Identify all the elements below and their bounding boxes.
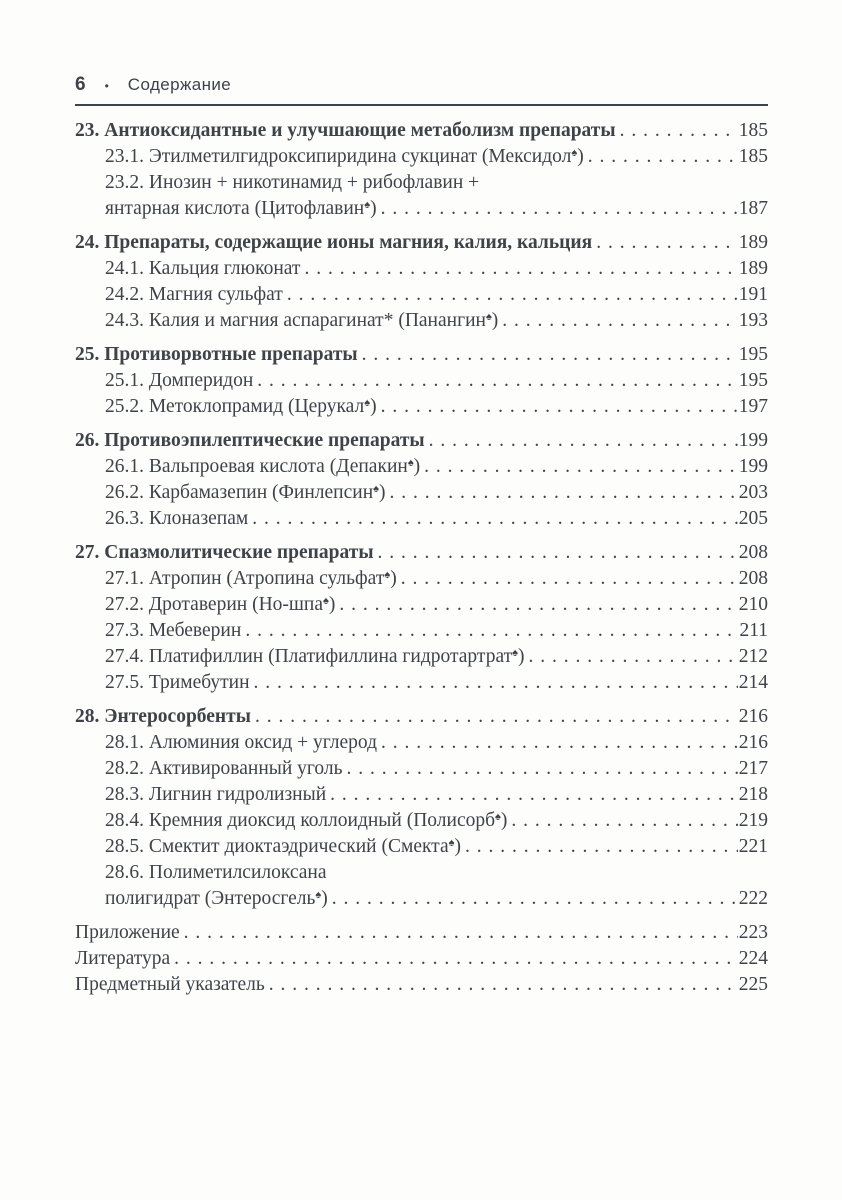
toc-entry-label: полигидрат (Энтеросгель: [105, 888, 316, 909]
toc-entry-label-close: ): [500, 810, 508, 831]
toc-entry-label: 23.1. Этилметилгидроксипиридина сукцинат (Мексидол: [105, 146, 572, 167]
dot-leader: [389, 480, 737, 506]
toc-entry-label-close: ): [321, 888, 328, 909]
toc-entry-label: янтарная кислота (Цитофлавин: [105, 198, 365, 219]
dot-leader: [528, 644, 737, 670]
dot-leader: [254, 670, 738, 696]
toc-entry: 26.2. Карбамазепин (Финлепсин ♠ ) . . . 203: [75, 480, 768, 506]
toc-page-number: 223: [738, 922, 768, 943]
toc-entry-label-close: ): [370, 198, 377, 219]
dot-leader: [184, 920, 738, 946]
toc-entry: 28.4. Кремния диоксид коллоидный (Полисорб ♠ ) . . . 219: [75, 808, 768, 834]
toc-page-number: 208: [738, 568, 768, 589]
toc-page-number: 212: [738, 646, 768, 667]
dot-leader: [401, 566, 738, 592]
toc-entry: [75, 506, 768, 532]
toc-page-number: 224: [738, 948, 768, 969]
toc-entry-label: 23.2. Инозин + никотинамид + рибофлавин +: [105, 172, 480, 193]
toc-entry-label: Приложение: [75, 922, 180, 943]
toc-page-number: 193: [738, 310, 768, 331]
toc-entry: [75, 946, 768, 972]
toc-page-number: 195: [738, 344, 768, 365]
dot-leader: [424, 454, 738, 480]
toc-page-number: 216: [738, 706, 768, 727]
toc-page-number: 203: [738, 482, 768, 503]
dot-leader: [620, 118, 738, 144]
toc-entry-label: 28.4. Кремния диоксид коллоидный (Полисорб: [105, 810, 496, 831]
toc-entry: 27.1. Атропин (Атропина сульфат ♠ ) . . . 208: [75, 566, 768, 592]
toc-entry: [75, 670, 768, 696]
toc-entry-label: 26.2. Карбамазепин (Финлепсин: [105, 482, 374, 503]
dot-leader: [381, 730, 738, 756]
toc-entry: 27.4. Платифиллин (Платифиллина гидротартрат ♠ ) . . . 212: [75, 644, 768, 670]
dot-leader: [381, 196, 738, 222]
toc-entry-label: 28.2. Активированный уголь: [105, 758, 343, 779]
toc-entry-label-close: ): [390, 568, 397, 589]
bullet-separator: •: [104, 79, 109, 93]
toc-entry-label: 27.5. Тримебутин: [105, 672, 250, 693]
toc-entry-label: Предметный указатель: [75, 974, 265, 995]
toc-chapter-entry: [75, 118, 768, 144]
toc-entry-label-close: ): [378, 482, 386, 503]
toc-entry-label-close: ): [517, 646, 525, 667]
dot-leader: [362, 342, 738, 368]
toc-entry-label-close: ): [577, 146, 584, 167]
toc-chapter-entry: [75, 230, 768, 256]
toc-entry: янтарная кислота (Цитофлавин ♠ ) . . . 187: [75, 196, 768, 222]
toc-page-number: 205: [738, 508, 768, 529]
toc-page-number: 208: [738, 542, 768, 563]
toc-page-number: 185: [738, 146, 768, 167]
toc-entry-label: 26.3. Клоназепам: [105, 508, 249, 529]
dot-leader: [588, 144, 738, 170]
dot-leader: [378, 540, 738, 566]
dot-leader: [465, 834, 738, 860]
dot-leader: [596, 230, 738, 256]
toc-entry-label: 25.2. Метоклопрамид (Церукал: [105, 396, 365, 417]
toc-page-number: 191: [738, 284, 768, 305]
toc-entry: 24.3. Калия и магния аспарагинат* (Панангин ♠ ) . . . 193: [75, 308, 768, 334]
toc-page-number: 199: [738, 456, 768, 477]
toc-page-number: 197: [738, 396, 768, 417]
toc-page-number: 216: [738, 732, 768, 753]
toc-page-number: 210: [738, 594, 768, 615]
dot-leader: [330, 782, 738, 808]
toc-page-number: 211: [739, 620, 768, 641]
toc-entry-label: 28.5. Смектит диоктаэдрический (Смекта: [105, 836, 449, 857]
toc-entry: [75, 730, 768, 756]
toc-page-number: 218: [738, 784, 768, 805]
toc-entry: [75, 282, 768, 308]
dot-leader: [257, 368, 737, 394]
toc-page-number: 222: [738, 888, 768, 909]
toc-page-number: 217: [738, 758, 768, 779]
running-title: Содержание: [127, 75, 232, 94]
dot-leader: [174, 946, 738, 972]
toc-entry-label: 28.1. Алюминия оксид + углерод: [105, 732, 377, 753]
toc-chapter-entry: [75, 428, 768, 454]
toc-page-number: 187: [738, 198, 768, 219]
toc-entry: полигидрат (Энтеросгель ♠ ) . . . 222: [75, 886, 768, 912]
toc-entry: [75, 368, 768, 394]
table-of-contents: [75, 118, 768, 998]
toc-entry-label: Литература: [75, 948, 171, 969]
dot-leader: [332, 886, 738, 912]
dot-leader: [304, 256, 737, 282]
toc-entry-label: 26.1. Вальпроевая кислота (Депакин: [105, 456, 408, 477]
toc-page-number: 195: [738, 370, 768, 391]
dot-leader: [347, 756, 738, 782]
toc-chapter-entry: [75, 704, 768, 730]
dot-leader: [429, 428, 738, 454]
toc-entry-label-close: ): [454, 836, 461, 857]
dot-leader: [252, 506, 738, 532]
toc-entry-label-close: ): [491, 310, 499, 331]
toc-entry: [75, 782, 768, 808]
toc-page-number: 199: [738, 430, 768, 451]
toc-entry-label: 26. Противоэпилептические препараты: [75, 430, 425, 451]
dot-leader: [287, 282, 738, 308]
toc-entry: [75, 860, 768, 886]
toc-page-number: 214: [738, 672, 768, 693]
toc-entry-label: 27.1. Атропин (Атропина сульфат: [105, 568, 385, 589]
toc-entry: [75, 972, 768, 998]
toc-entry: [75, 256, 768, 282]
toc-entry-label: 24.2. Магния сульфат: [105, 284, 283, 305]
toc-entry-label: 27.3. Мебеверин: [105, 620, 242, 641]
page-header: [75, 74, 768, 106]
toc-entry-label: 28.3. Лигнин гидролизный: [105, 784, 327, 805]
toc-page-number: 189: [738, 232, 768, 253]
toc-entry-label: 23. Антиоксидантные и улучшающие метаболизм препараты: [75, 120, 616, 141]
toc-entry-label: 27.4. Платифиллин (Платифиллина гидротартрат: [105, 646, 513, 667]
toc-entry: [75, 618, 768, 644]
toc-entry-label-close: ): [370, 396, 377, 417]
dot-leader: [255, 704, 738, 730]
toc-entry: 23.1. Этилметилгидроксипиридина сукцинат (Мексидол ♠ ) . . . 185: [75, 144, 768, 170]
dot-leader: [245, 618, 738, 644]
toc-entry-label-close: ): [413, 456, 421, 477]
dot-leader: [502, 308, 737, 334]
toc-entry-label: 25.1. Домперидон: [105, 370, 254, 391]
toc-entry-label: 27. Спазмолитические препараты: [75, 542, 374, 563]
toc-entry: 25.2. Метоклопрамид (Церукал ♠ ) . . . 197: [75, 394, 768, 420]
toc-entry-label: 24. Препараты, содержащие ионы магния, калия, кальция: [75, 232, 593, 253]
toc-entry-label: 24.3. Калия и магния аспарагинат* (Панангин: [105, 310, 486, 331]
dot-leader: [339, 592, 737, 618]
toc-entry-label: 25. Противорвотные препараты: [75, 344, 358, 365]
toc-entry: [75, 756, 768, 782]
toc-page-number: 185: [738, 120, 768, 141]
dot-leader: [511, 808, 737, 834]
toc-entry: [75, 920, 768, 946]
toc-page-number: 189: [738, 258, 768, 279]
toc-entry: 26.1. Вальпроевая кислота (Депакин ♠ ) . . . 199: [75, 454, 768, 480]
dot-leader: [381, 394, 738, 420]
toc-entry: 28.5. Смектит диоктаэдрический (Смекта ♠ ) . . . 221: [75, 834, 768, 860]
toc-entry-label: 28. Энтеросорбенты: [75, 706, 251, 727]
toc-entry-label-close: ): [328, 594, 336, 615]
toc-entry-label: 28.6. Полиметилсилоксана: [105, 862, 327, 883]
toc-entry: [75, 170, 768, 196]
toc-entry-label: 24.1. Кальция глюконат: [105, 258, 301, 279]
toc-page-number: 221: [738, 836, 768, 857]
toc-entry-label: 27.2. Дротаверин (Но-шпа: [105, 594, 324, 615]
toc-page-number: 225: [738, 974, 768, 995]
page-number: 6: [75, 74, 86, 95]
toc-entry: 27.2. Дротаверин (Но-шпа ♠ ) . . . 210: [75, 592, 768, 618]
dot-leader: [269, 972, 738, 998]
toc-chapter-entry: [75, 540, 768, 566]
toc-chapter-entry: [75, 342, 768, 368]
toc-page-number: 219: [738, 810, 768, 831]
